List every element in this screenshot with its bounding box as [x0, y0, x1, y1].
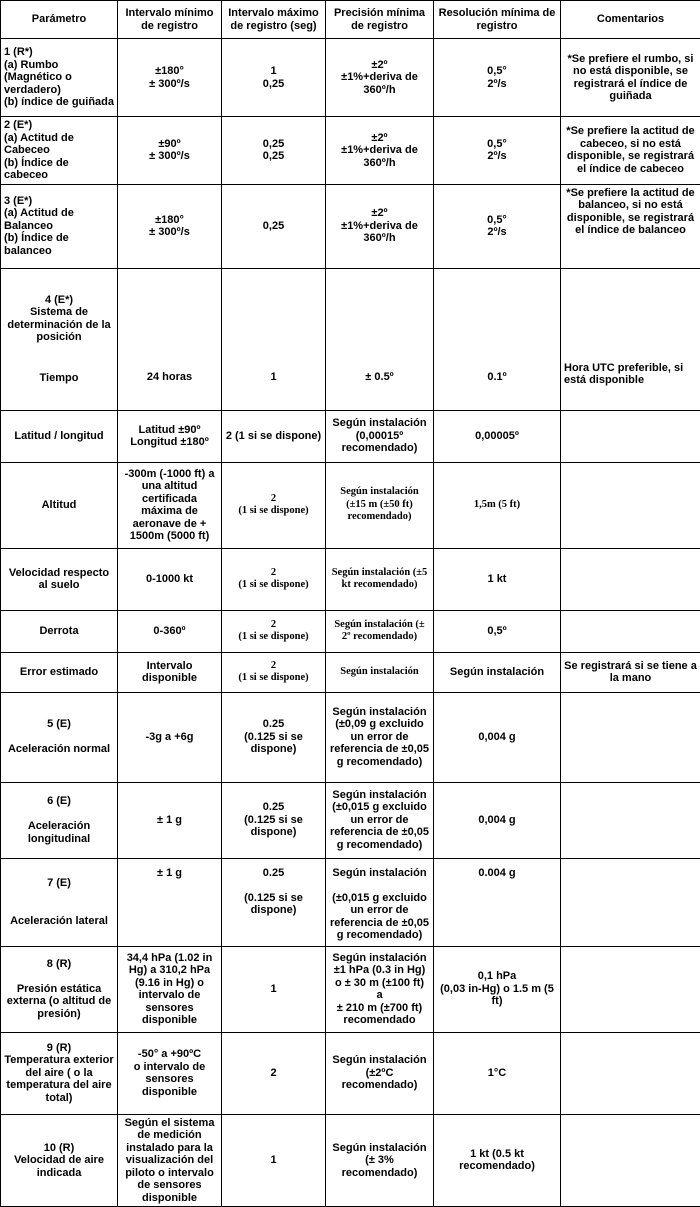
row-param: 5 (E) Aceleración normal [1, 692, 118, 782]
row-max-interval: 1 [222, 1114, 326, 1207]
row-param: 3 (E*) (a) Actitud de Balanceo (b) Índice de balanceo [1, 184, 118, 268]
row-max-interval: 0.25 (0.125 si se dispone) [222, 782, 326, 858]
row-max-interval: 0.25 (0.125 si se dispone) [222, 858, 326, 946]
row-precision: Según instalación (±0,015 g excluido un error de referencia de ±0,05 g recomendado) [326, 858, 434, 946]
table-row [1, 946, 700, 1032]
row-param: Altitud [1, 462, 118, 548]
row-resolution: 0,5° 2º/s [434, 39, 561, 117]
row-max-interval: 2 (1 si se dispone) [222, 548, 326, 610]
row-param: Velocidad respecto al suelo [1, 548, 118, 610]
table-row [1, 610, 700, 652]
row-param-spacer [4, 344, 114, 372]
row-precision: ±2º ±1%+deriva de 360º/h [326, 117, 434, 185]
row-max-interval: 2 (1 si se dispone) [222, 462, 326, 548]
row-comment [561, 410, 700, 462]
table-row [1, 652, 700, 692]
row-min-interval: 0-360º [118, 610, 222, 652]
row-min-interval: Según el sistema de medición instalado para la visualización del piloto o intervalo de sensores disponible [118, 1114, 222, 1207]
row-resolution: 0,00005º [434, 410, 561, 462]
table-row [1, 782, 700, 858]
row-precision: Según instalación (±0,015 g excluido un error de referencia de ±0,05 g recomendado) [326, 782, 434, 858]
row-comment [561, 462, 700, 548]
row-precision: ±2º ±1%+deriva de 360º/h [326, 184, 434, 268]
row-max-interval: 0.25 (0.125 si se dispone) [222, 692, 326, 782]
row-precision: ± 0.5º [326, 268, 434, 410]
header-min-interval: Intervalo mínimo de registro [118, 1, 222, 39]
header-max-interval: Intervalo máximo de registro (seg) [222, 1, 326, 39]
row-precision: ±2º ±1%+deriva de 360º/h [326, 39, 434, 117]
row-comment [561, 610, 700, 652]
table-row [1, 410, 700, 462]
row-min-interval: ± 1 g [118, 858, 222, 946]
row-max-interval: 2 [222, 1032, 326, 1114]
row-param: Error estimado [1, 652, 118, 692]
row-param: 1 (R*) (a) Rumbo (Magnético o verdadero) (b) índice de guiñada [1, 39, 118, 117]
table-row [1, 268, 700, 410]
row-min-interval: 24 horas [118, 268, 222, 410]
header-comments: Comentarios [561, 1, 700, 39]
row-precision: Según instalación (±5 kt recomendado) [326, 548, 434, 610]
row-comment: *Se prefiere la actitud de balanceo, si no está disponible, se registrará el índice de balanceo [561, 184, 700, 268]
row-min-interval: Latitud ±90º Longitud ±180º [118, 410, 222, 462]
row-precision: Según instalación (± 3% recomendado) [326, 1114, 434, 1207]
row-min-interval: -50° a +90ºC o intervalo de sensores disponible [118, 1032, 222, 1114]
row-param-title: 4 (E*) Sistema de determinación de la posición [7, 294, 110, 344]
row-comment: Hora UTC preferible, si está disponible [561, 268, 700, 410]
row-param: 10 (R) Velocidad de aire indicada [1, 1114, 118, 1207]
row-precision: Según instalación (±0,09 g excluido un error de referencia de ±0,05 g recomendado) [326, 692, 434, 782]
row-comment [561, 1114, 700, 1207]
row-param: Latitud / longitud [1, 410, 118, 462]
row-max-interval: 1 0,25 [222, 39, 326, 117]
row-min-interval: Intervalo disponible [118, 652, 222, 692]
header-resolution: Resolución mínima de registro [434, 1, 561, 39]
table-row [1, 1032, 700, 1114]
table-row [1, 462, 700, 548]
row-min-interval: ± 1 g [118, 782, 222, 858]
row-min-interval: -300m (-1000 ft) a una altitud certificada máxima de aeronave de + 1500m (5000 ft) [118, 462, 222, 548]
row-precision: Según instalación [326, 652, 434, 692]
row-max-interval: 2 (1 si se dispone) [222, 610, 326, 652]
row-max-interval: 1 [222, 268, 326, 410]
row-max-interval: 2 (1 si se dispone) [222, 410, 326, 462]
table-row [1, 692, 700, 782]
row-comment [561, 782, 700, 858]
row-comment [561, 548, 700, 610]
row-min-interval: ±90º ± 300º/s [118, 117, 222, 185]
row-resolution: 1 kt (0.5 kt recomendado) [434, 1114, 561, 1207]
row-comment [561, 1032, 700, 1114]
row-min-interval: ±180° ± 300º/s [118, 184, 222, 268]
row-param [1, 268, 118, 410]
row-resolution: 1°C [434, 1032, 561, 1114]
row-param: 6 (E) Aceleración longitudinal [1, 782, 118, 858]
row-resolution: 0,004 g [434, 782, 561, 858]
table-row [1, 548, 700, 610]
row-param-name: Tiempo [40, 372, 79, 384]
row-comment: *Se prefiere la actitud de cabeceo, si no está disponible, se registrará el índice de cabeceo [561, 117, 700, 185]
row-param: 2 (E*) (a) Actitud de Cabeceo (b) Índice de cabeceo [1, 117, 118, 185]
row-precision: Según instalación (0,00015º recomendado) [326, 410, 434, 462]
row-resolution: 0,004 g [434, 692, 561, 782]
table-row [1, 39, 700, 117]
row-min-interval: 0-1000 kt [118, 548, 222, 610]
row-param: 9 (R) Temperatura exterior del aire ( o la temperatura del aire total) [1, 1032, 118, 1114]
row-min-interval: 34,4 hPa (1.02 in Hg) a 310,2 hPa (9.16 in Hg) o intervalo de sensores disponible [118, 946, 222, 1032]
table-row [1, 184, 700, 268]
table-row [1, 117, 700, 185]
row-max-interval: 0,25 0,25 [222, 117, 326, 185]
row-resolution: 0.004 g [434, 858, 561, 946]
row-resolution: 0,1 hPa (0,03 in-Hg) o 1.5 m (5 ft) [434, 946, 561, 1032]
row-precision: Según instalación (±15 m (±50 ft) recomendado) [326, 462, 434, 548]
header-row [1, 1, 700, 39]
row-resolution: 0,5° 2º/s [434, 184, 561, 268]
row-resolution: Según instalación [434, 652, 561, 692]
row-precision: Según instalación (± 2º recomendado) [326, 610, 434, 652]
row-max-interval: 2 (1 si se dispone) [222, 652, 326, 692]
row-comment [561, 692, 700, 782]
row-comment: *Se prefiere el rumbo, si no está disponible, se registrará el índice de guiñada [561, 39, 700, 117]
row-comment [561, 858, 700, 946]
row-precision: Según instalación (±2ºC recomendado) [326, 1032, 434, 1114]
row-comment [561, 946, 700, 1032]
header-precision: Precisión mínima de registro [326, 1, 434, 39]
row-max-interval: 0,25 [222, 184, 326, 268]
table-row [1, 858, 700, 946]
row-param: 7 (E) Aceleración lateral [1, 858, 118, 946]
row-resolution: 0.1º [434, 268, 561, 410]
row-param: Derrota [1, 610, 118, 652]
row-resolution: 1,5m (5 ft) [434, 462, 561, 548]
row-resolution: 0,5° 2º/s [434, 117, 561, 185]
table-row [1, 1114, 700, 1207]
row-precision: Según instalación ±1 hPa (0.3 in Hg) o ± 30 m (±100 ft) a ± 210 m (±700 ft) recomendado [326, 946, 434, 1032]
row-resolution: 0,5º [434, 610, 561, 652]
row-comment: Se registrará si se tiene a la mano [561, 652, 700, 692]
row-resolution: 1 kt [434, 548, 561, 610]
row-param: 8 (R) Presión estática externa (o altitud de presión) [1, 946, 118, 1032]
header-param: Parámetro [1, 1, 118, 39]
row-min-interval: ±180° ± 300º/s [118, 39, 222, 117]
row-max-interval: 1 [222, 946, 326, 1032]
row-min-interval: -3g a +6g [118, 692, 222, 782]
